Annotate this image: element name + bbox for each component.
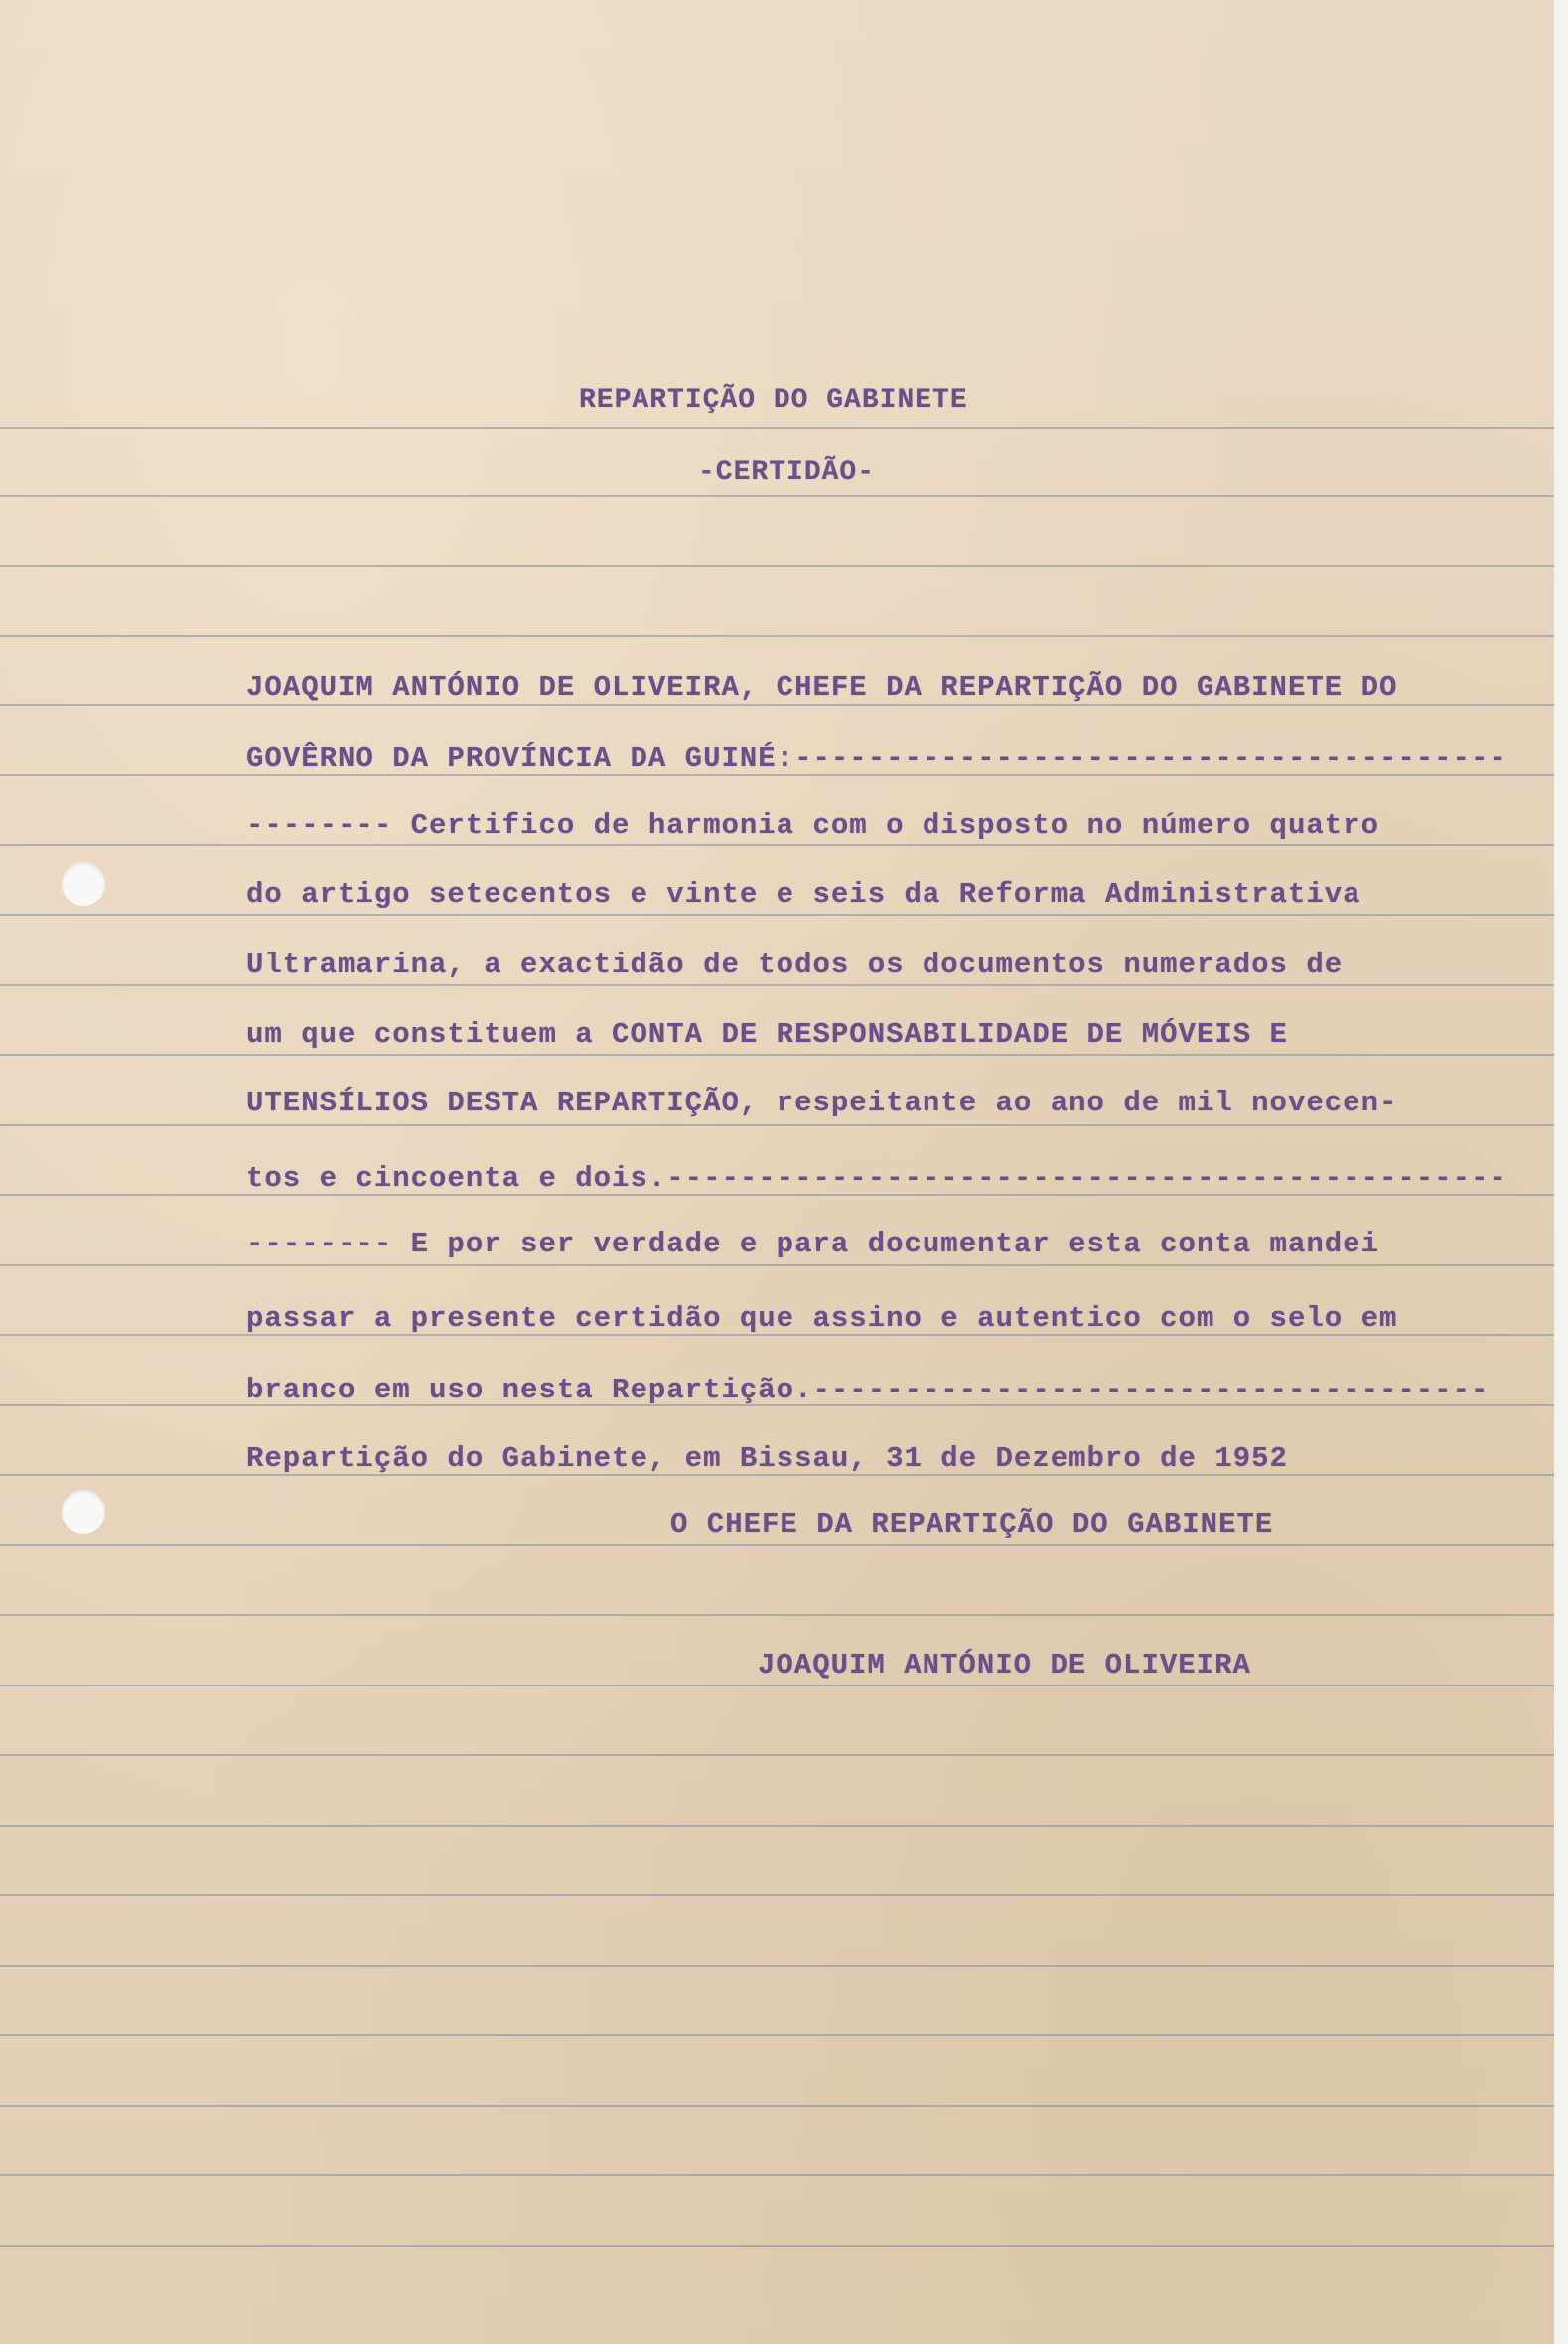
- rule-line: [0, 635, 1554, 637]
- rule-line: [0, 1054, 1554, 1056]
- signature-name: JOAQUIM ANTÓNIO DE OLIVEIRA: [758, 1649, 1251, 1682]
- rule-line: [0, 2174, 1554, 2176]
- rule-line: [0, 2105, 1554, 2107]
- body-line: -------- Certifico de harmonia com o disposto no número quatro: [246, 809, 1379, 842]
- rule-line: [0, 984, 1554, 986]
- rule-line: [0, 1754, 1554, 1756]
- body-line: JOAQUIM ANTÓNIO DE OLIVEIRA, CHEFE DA REPARTIÇÃO DO GABINETE DO: [246, 671, 1398, 704]
- body-line: um que constituem a CONTA DE RESPONSABILIDADE DE MÓVEIS E: [246, 1018, 1288, 1051]
- body-line: -------- E por ser verdade e para documentar esta conta mandei: [246, 1228, 1379, 1260]
- rule-line: [0, 565, 1554, 567]
- rule-line: [0, 1965, 1554, 1967]
- punch-hole: [62, 1490, 105, 1534]
- body-line: branco em uso nesta Repartição.-------------------------------------: [246, 1374, 1490, 1406]
- paper-edge: [1554, 0, 1568, 2344]
- rule-line: [0, 1825, 1554, 1827]
- rule-line: [0, 1614, 1554, 1616]
- department-heading: REPARTIÇÃO DO GABINETE: [579, 385, 968, 416]
- rule-line: [0, 1124, 1554, 1126]
- date-line: Repartição do Gabinete, em Bissau, 31 de Dezembro de 1952: [246, 1442, 1288, 1475]
- rule-line: [0, 844, 1554, 846]
- rule-line: [0, 427, 1554, 429]
- body-line: UTENSÍLIOS DESTA REPARTIÇÃO, respeitante ao ano de mil novecen-: [246, 1087, 1398, 1119]
- rule-line: [0, 1685, 1554, 1686]
- body-line: do artigo setecentos e vinte e seis da Reforma Administrativa: [246, 878, 1361, 911]
- rule-line: [0, 704, 1554, 706]
- rule-line: [0, 2245, 1554, 2247]
- punch-hole: [62, 862, 105, 906]
- document-title: -CERTIDÃO-: [698, 457, 876, 488]
- body-line: tos e cincoenta e dois.----------------------------------------------: [246, 1162, 1507, 1195]
- rule-line: [0, 2034, 1554, 2036]
- rule-line: [0, 1544, 1554, 1546]
- rule-line: [0, 495, 1554, 497]
- body-line: GOVÊRNO DA PROVÍNCIA DA GUINÉ:---------------------------------------: [246, 742, 1507, 775]
- body-line: passar a presente certidão que assino e autentico com o selo em: [246, 1302, 1398, 1335]
- rule-line: [0, 914, 1554, 916]
- rule-line: [0, 1264, 1554, 1266]
- rule-line: [0, 1894, 1554, 1896]
- body-line: Ultramarina, a exactidão de todos os documentos numerados de: [246, 949, 1344, 981]
- signature-title: O CHEFE DA REPARTIÇÃO DO GABINETE: [670, 1508, 1274, 1540]
